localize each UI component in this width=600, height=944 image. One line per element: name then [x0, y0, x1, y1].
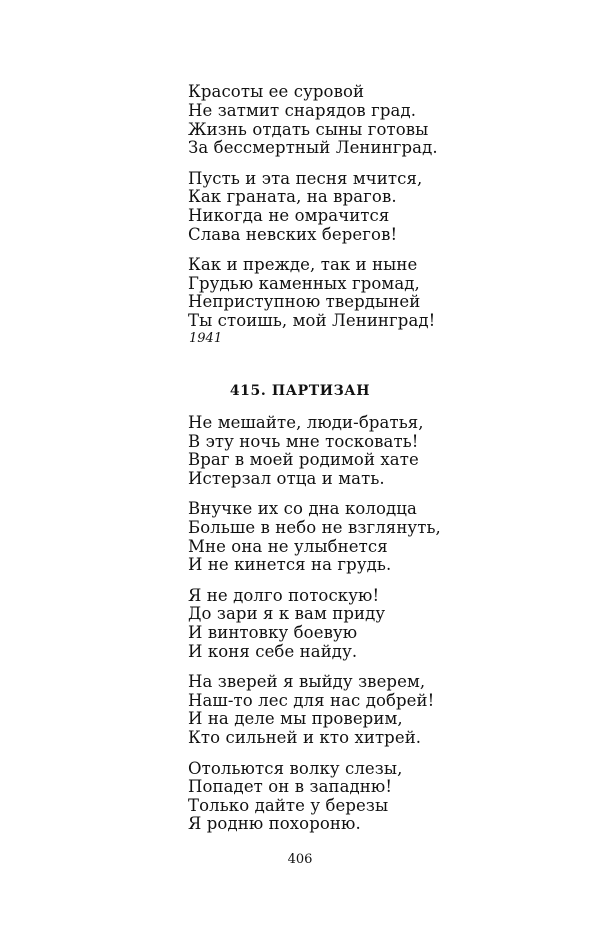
poem-line: Внучке их со дна колодца: [188, 499, 417, 518]
poem-line: И винтовку боевую: [188, 623, 358, 642]
poem-line: Я не долго потоскую!: [188, 586, 380, 605]
poem-line: В эту ночь мне тосковать!: [188, 432, 419, 451]
poem-line: Не мешайте, люди-братья,: [188, 413, 424, 432]
poem-line: Ты стоишь, мой Ленинград!: [188, 311, 436, 330]
poem-line: Наш-то лес для нас добрей!: [188, 691, 435, 710]
poem-line: Я родню похороню.: [188, 814, 361, 833]
poem-line: Как граната, на врагов.: [188, 187, 397, 206]
poem-line: И на деле мы проверим,: [188, 709, 403, 728]
poem-line: Отольются волку слезы,: [188, 759, 403, 778]
poem-line: Мне она не улыбнется: [188, 537, 388, 556]
poem-title: 415. ПАРТИЗАН: [229, 383, 371, 399]
poem-line: Грудью каменных громад,: [188, 274, 420, 293]
poem-line: Кто сильней и кто хитрей.: [188, 728, 422, 747]
poem-line: Красоты ее суровой: [188, 82, 365, 101]
poem-line: До зари я к вам приду: [188, 604, 386, 623]
poem-line: И не кинется на грудь.: [188, 555, 392, 574]
poem-line: Только дайте у березы: [188, 796, 389, 815]
poem-line: Больше в небо не взглянуть,: [188, 518, 441, 537]
poem-line: Как и прежде, так и ныне: [188, 255, 418, 274]
poem-line: За бессмертный Ленинград.: [188, 138, 438, 157]
poem-year: 1941: [189, 331, 223, 346]
poem-line: На зверей я выйду зверем,: [188, 672, 426, 691]
poem-line: Истерзал отца и мать.: [188, 469, 385, 488]
poem-line: Попадет он в западню!: [188, 777, 393, 796]
poem-line: Не затмит снарядов град.: [188, 101, 417, 120]
poem-line: Пусть и эта песня мчится,: [188, 169, 423, 188]
poem-line: Враг в моей родимой хате: [188, 450, 419, 469]
page-number: 406: [287, 852, 313, 867]
poem-line: Неприступною твердыней: [188, 292, 421, 311]
poem-line: И коня себе найду.: [188, 642, 358, 661]
poem-line: Слава невских берегов!: [188, 225, 398, 244]
poem-line: Никогда не омрачится: [188, 206, 390, 225]
poem-line: Жизнь отдать сыны готовы: [188, 120, 429, 139]
